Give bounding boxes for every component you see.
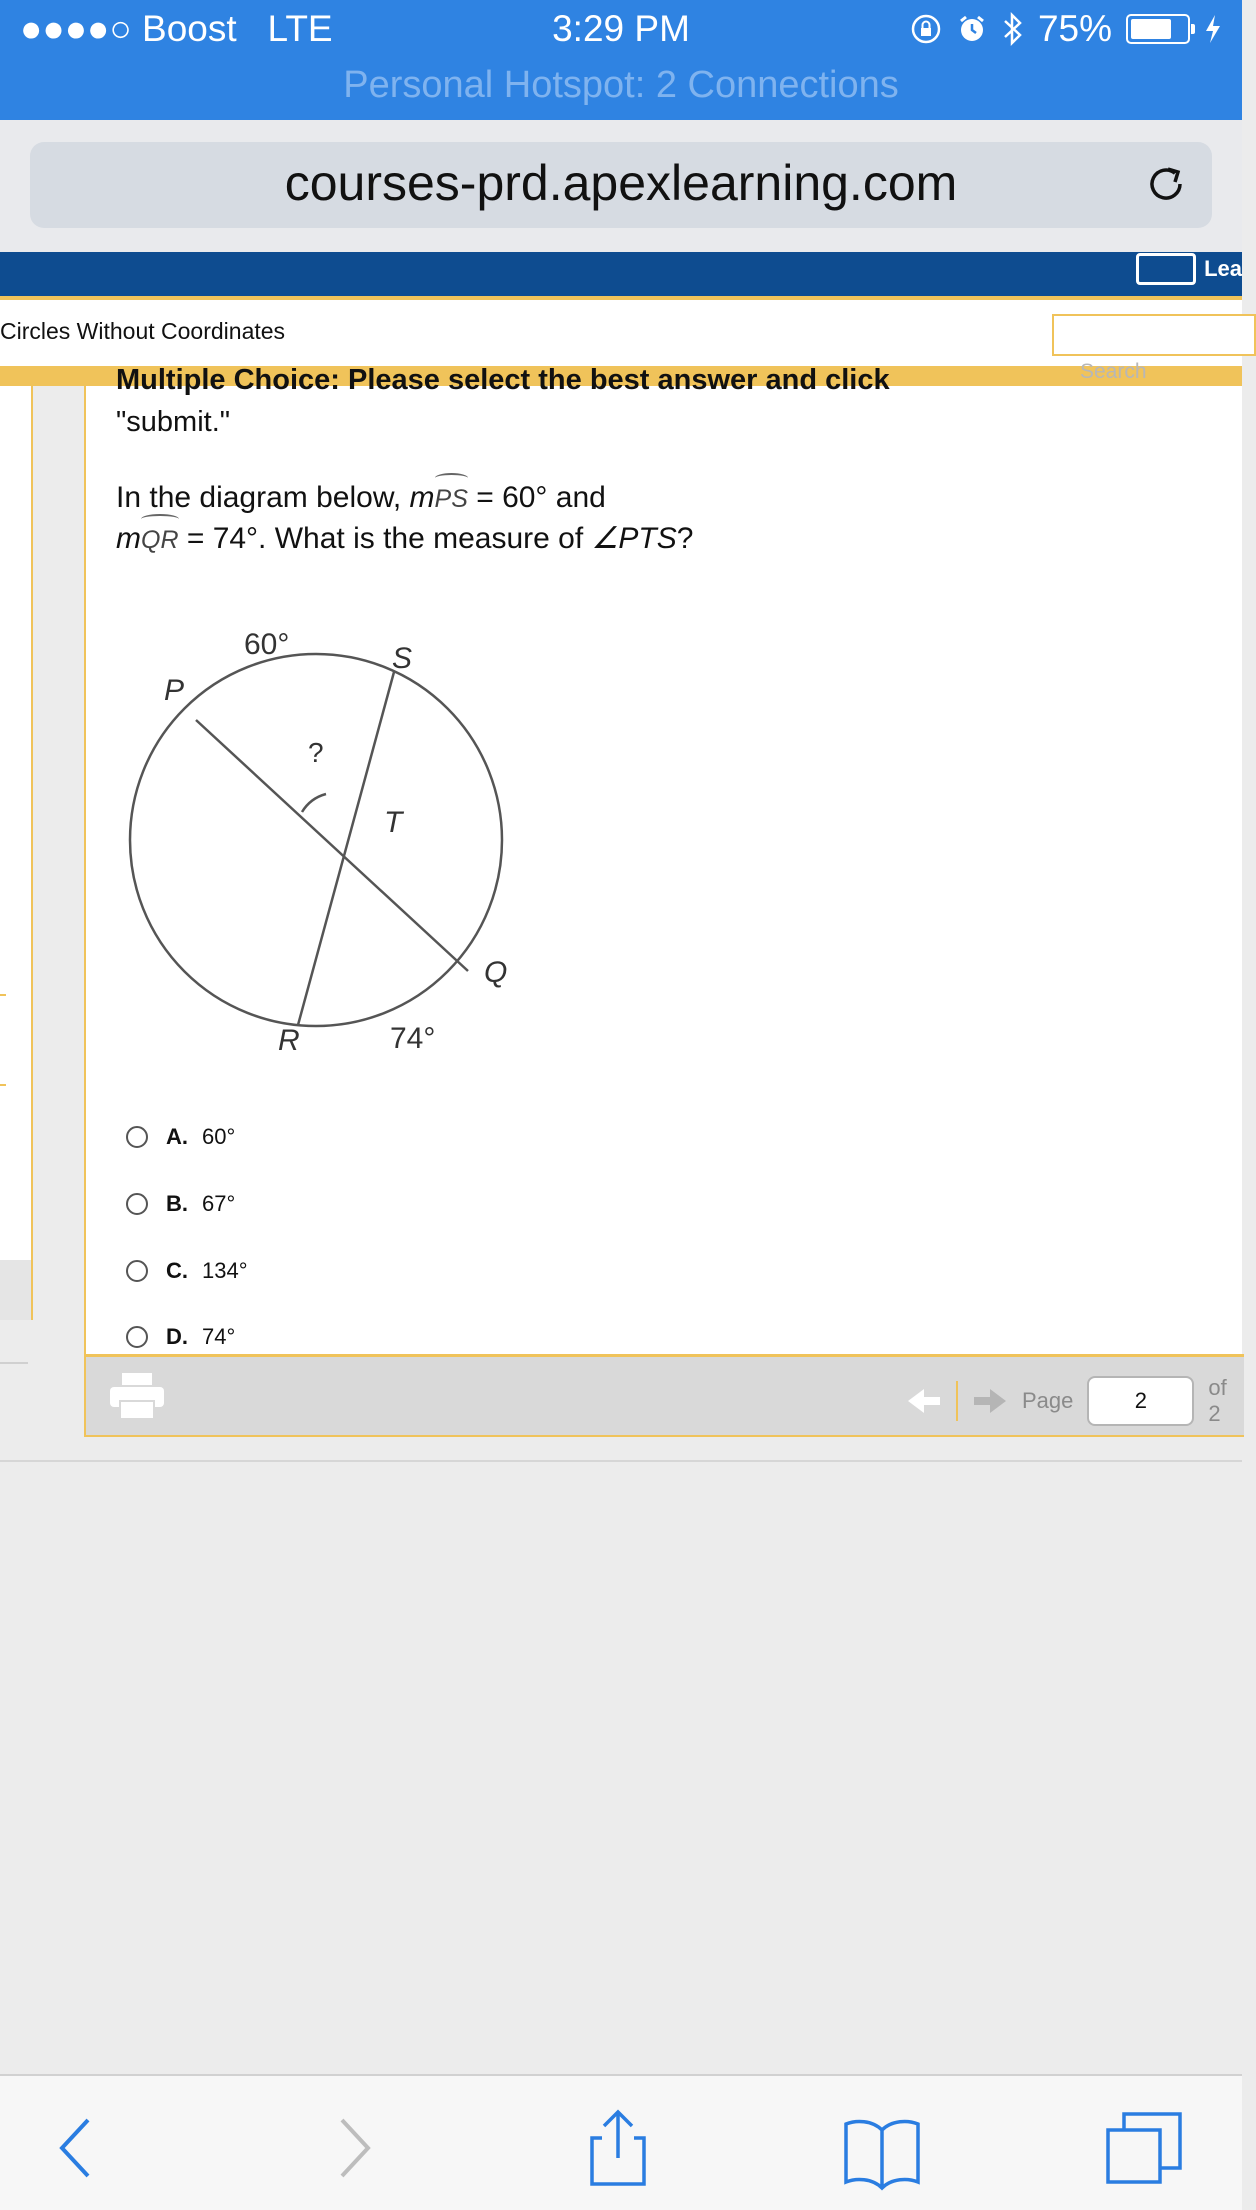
lms-header: [0, 252, 1242, 296]
bluetooth-icon: [1002, 11, 1024, 47]
label-q: Q: [484, 956, 508, 989]
page-navigation: [906, 1375, 1244, 1427]
radio-button[interactable]: [126, 1326, 148, 1348]
page-number-input[interactable]: 2: [1087, 1376, 1194, 1426]
circle-diagram: [86, 602, 546, 1057]
left-panel-footer: [0, 1260, 31, 1320]
left-tick: [0, 994, 6, 996]
logo-mark-icon: [1136, 253, 1196, 285]
battery-icon: [1126, 14, 1190, 44]
label-s: S: [392, 642, 413, 675]
print-icon[interactable]: [110, 1373, 164, 1419]
url-field[interactable]: [30, 142, 1212, 228]
page-background: [0, 1460, 1242, 2076]
label-r: R: [278, 1024, 300, 1057]
label-74: 74°: [390, 1022, 436, 1055]
search-input[interactable]: [1052, 314, 1256, 356]
instructions-cut: Multiple Choice: Please select the best answer and click: [116, 364, 890, 396]
question-text: In the diagram below, m PS = 60° and m QR = 74°. What is the measure of ∠PTS?: [116, 478, 693, 560]
back-icon[interactable]: [38, 2108, 118, 2188]
prev-page-icon[interactable]: [906, 1386, 942, 1416]
label-60: 60°: [244, 628, 290, 661]
forward-icon[interactable]: [312, 2108, 392, 2188]
label-t: T: [384, 806, 403, 839]
angle-arc: [302, 794, 326, 812]
radio-button[interactable]: [126, 1126, 148, 1148]
charging-icon: [1204, 13, 1222, 45]
page-label: Page: [1021, 1388, 1074, 1413]
arc-qr: QR: [141, 526, 179, 554]
chord-pq: [196, 720, 468, 971]
page-total: of 2: [1208, 1375, 1227, 1426]
left-panel: [0, 386, 33, 1320]
bookmarks-icon[interactable]: [842, 2108, 922, 2188]
option-c[interactable]: C. 134°: [126, 1258, 248, 1284]
arc-ps: PS: [434, 485, 468, 513]
search-label: Search: [1080, 360, 1147, 383]
apex-logo[interactable]: [1136, 252, 1242, 286]
logo-text: Lea: [1204, 256, 1242, 281]
circle: [130, 654, 502, 1026]
battery-percent: 75%: [1037, 8, 1112, 49]
browser-toolbar: [0, 2074, 1242, 2210]
network: LTE: [267, 8, 333, 49]
rotation-lock-icon: [910, 13, 942, 45]
left-tick: [0, 1084, 6, 1086]
clock: 3:29 PM: [552, 8, 690, 49]
breadcrumb: Circles Without Coordinates: [0, 318, 286, 344]
url-text: courses-prd.apexlearning.com: [284, 155, 958, 211]
carrier: ●●●●○ Boost: [20, 8, 237, 49]
reload-icon[interactable]: [1142, 160, 1190, 208]
tabs-icon[interactable]: [1104, 2108, 1184, 2188]
option-a[interactable]: A. 60°: [126, 1124, 235, 1150]
activity-footer: [84, 1354, 1244, 1437]
question-panel: [84, 364, 928, 1354]
label-question: ?: [308, 737, 324, 768]
breadcrumb-row: [0, 300, 1242, 366]
nav-separator: [956, 1381, 958, 1421]
hotspot-banner[interactable]: Personal Hotspot: 2 Connections: [343, 64, 899, 106]
instructions-end: "submit.": [116, 406, 231, 438]
option-b[interactable]: B. 67°: [126, 1191, 235, 1217]
chord-sr: [298, 672, 394, 1025]
alarm-icon: [956, 13, 988, 45]
option-d[interactable]: D. 74°: [126, 1324, 235, 1350]
next-page-icon[interactable]: [972, 1386, 1008, 1416]
left-tick: [0, 1362, 28, 1364]
radio-button[interactable]: [126, 1193, 148, 1215]
radio-button[interactable]: [126, 1260, 148, 1282]
share-icon[interactable]: [578, 2108, 658, 2188]
status-bar: [0, 0, 1242, 120]
browser-address-bar: [0, 120, 1242, 252]
right-panel: [926, 386, 1242, 1354]
status-icons: [910, 8, 1222, 50]
label-p: P: [164, 674, 185, 707]
